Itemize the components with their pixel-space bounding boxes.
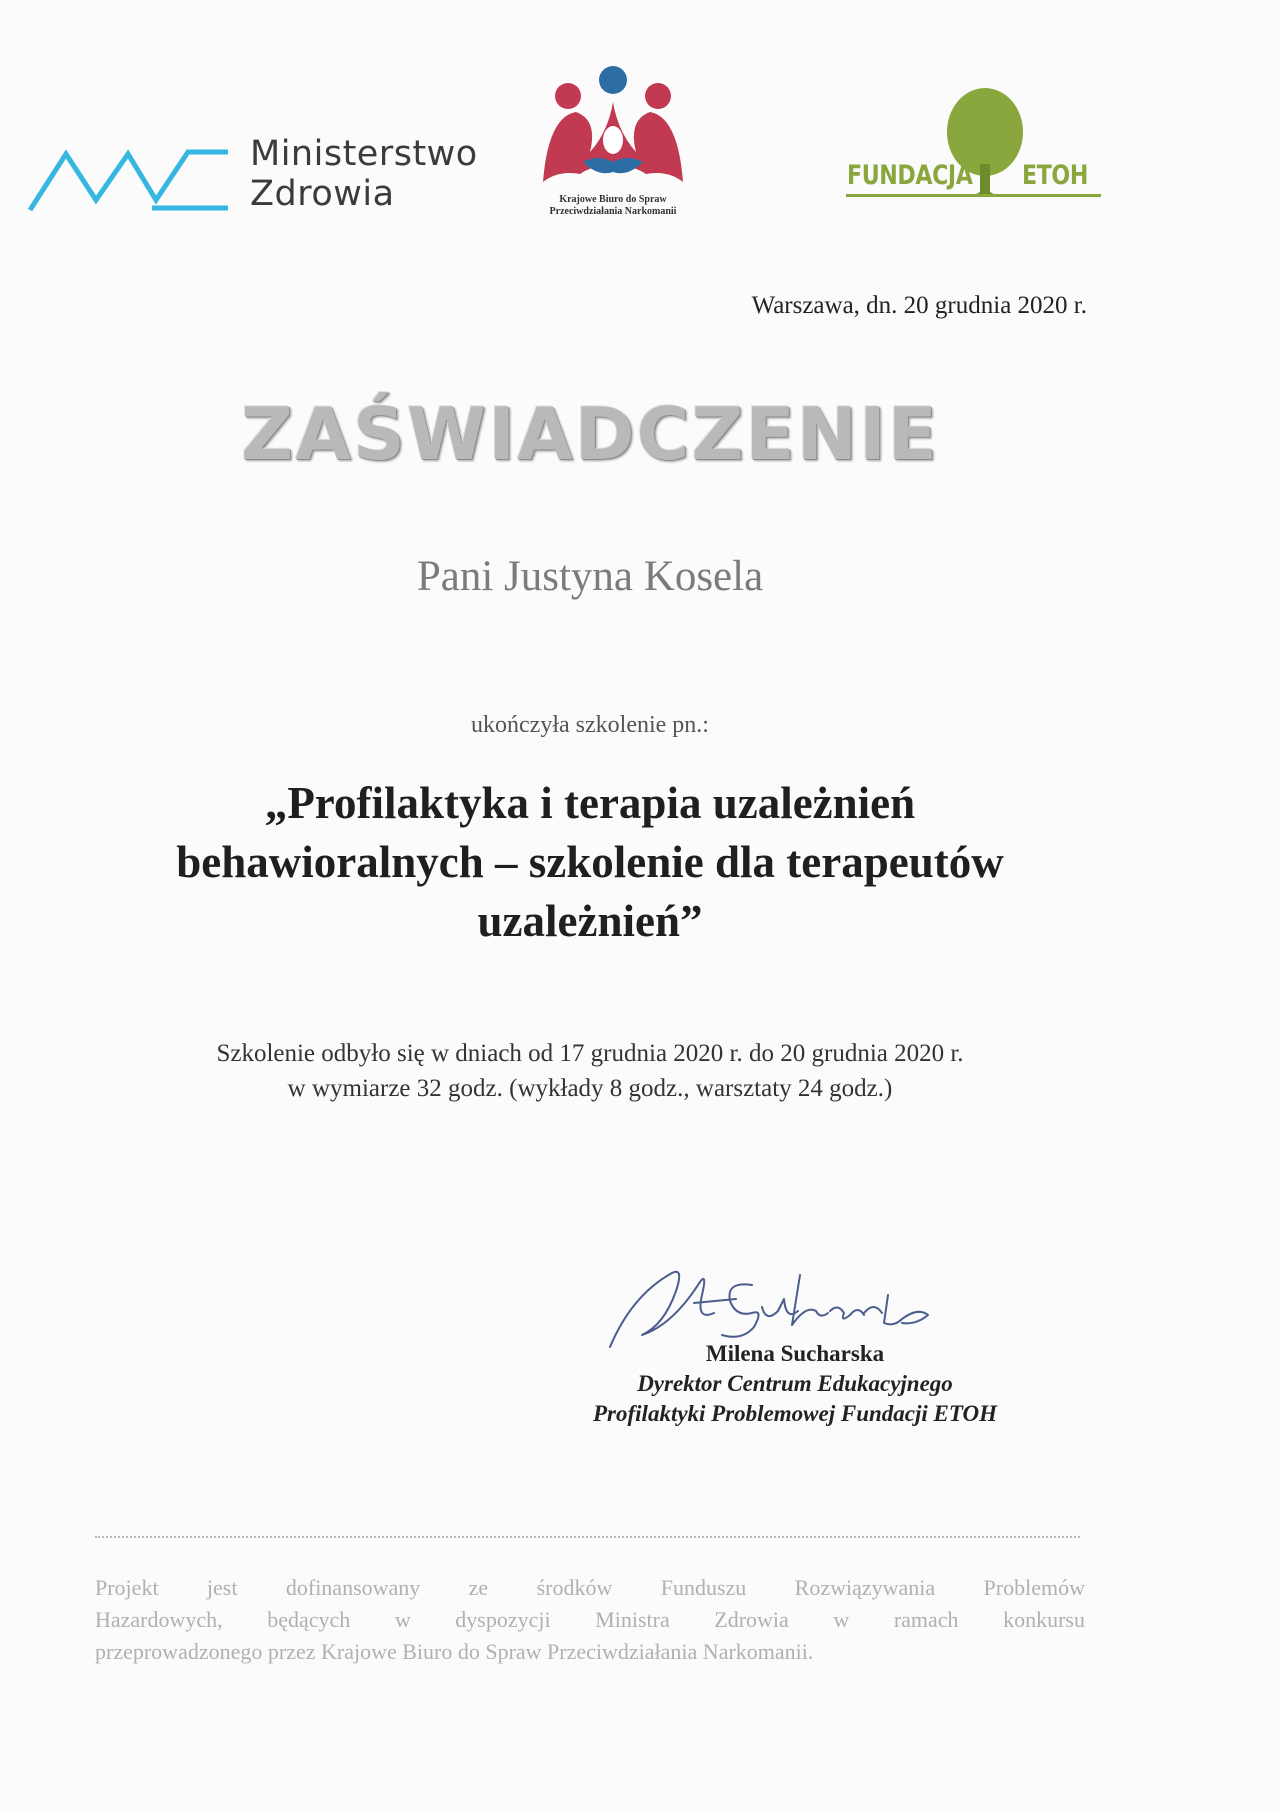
course-title (60, 774, 1120, 951)
course-details-line: w wymiarze 32 godz. (wykłady 8 godz., warsztaty 24 godz.) (287, 1075, 893, 1102)
footer-divider (95, 1536, 1080, 1538)
signer-role-line2: Profilaktyki Problemowej Fundacji ETOH (593, 1401, 997, 1426)
foundation-word: FUNDACJA (847, 160, 973, 191)
national-bureau-caption (528, 194, 698, 218)
course-title-line: uzależnień” (477, 896, 703, 946)
signer-block (480, 1339, 1110, 1429)
funding-note (95, 1572, 1085, 1668)
recipient-name: Pani Justyna Kosela (416, 553, 764, 600)
people-group-icon (528, 62, 698, 192)
tree-icon (844, 84, 1104, 214)
etoh-word: ETOH (1022, 160, 1088, 191)
course-title-line: behawioralnych – szkolenie dla terapeutów (176, 837, 1004, 887)
completed-label: ukończyła szkolenie pn.: (471, 712, 709, 738)
foundation-etoh-logo (844, 84, 1104, 214)
funding-note-line: Hazardowych, będących w dyspozycji Ministra Zdrowia w ramach konkursu (95, 1607, 1085, 1632)
national-bureau-logo (528, 62, 698, 232)
ministry-of-health-logo (28, 134, 478, 224)
certificate-title: ZAŚWIADCZENIE (241, 392, 939, 476)
funding-note-line: przeprowadzonego przez Krajowe Biuro do Spraw Przeciwdziałania Narkomanii. (95, 1639, 814, 1664)
ministry-name-line1: Ministerstwo (250, 134, 478, 174)
ministry-name (250, 134, 478, 214)
funding-note-line: Projekt jest dofinansowany ze środków Funduszu Rozwiązywania Problemów (95, 1575, 1085, 1600)
ministry-zigzag-icon (28, 144, 238, 214)
course-details (0, 1036, 1180, 1106)
national-bureau-caption-line2: Przeciwdziałania Narkomanii (549, 206, 677, 217)
signer-role-line1: Dyrektor Centrum Edukacyjnego (637, 1371, 953, 1396)
issue-date: Warszawa, dn. 20 grudnia 2020 r. (751, 292, 1087, 319)
national-bureau-caption-line1: Krajowe Biuro do Spraw (559, 194, 667, 205)
course-details-line: Szkolenie odbyło się w dniach od 17 grudnia 2020 r. do 20 grudnia 2020 r. (216, 1040, 964, 1067)
course-title-line: „Profilaktyka i terapia uzależnień (264, 778, 916, 828)
ministry-name-line2: Zdrowia (250, 174, 395, 214)
signer-name: Milena Sucharska (705, 1341, 885, 1366)
